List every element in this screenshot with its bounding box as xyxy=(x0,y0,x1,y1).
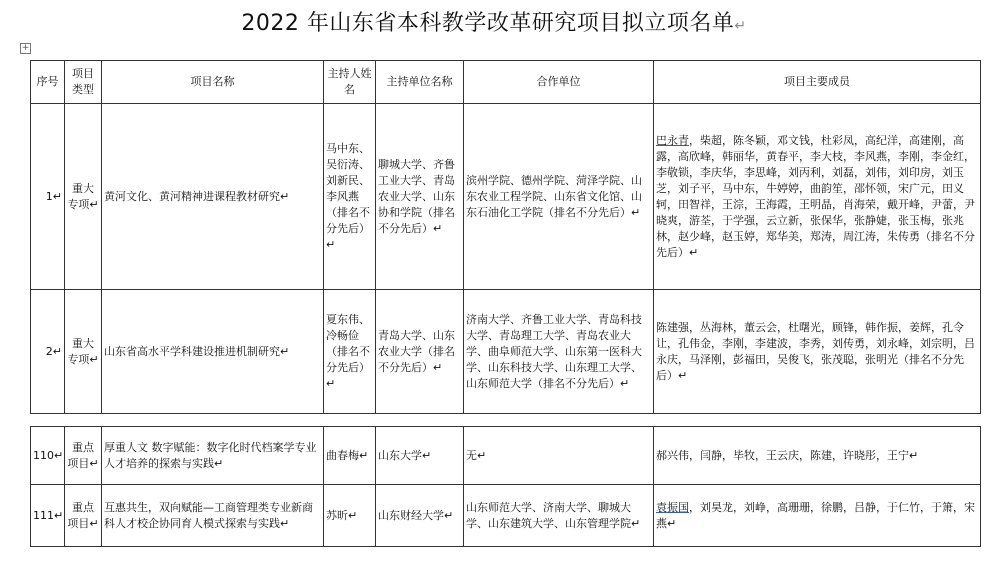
header-host: 主持人姓名 xyxy=(324,61,376,104)
document-title: 2022 年山东省本科教学改革研究项目拟立项名单↵ xyxy=(241,11,747,36)
row-no: 2↵ xyxy=(31,290,65,414)
table-move-handle-icon[interactable]: + xyxy=(21,43,30,53)
row-host: 马中东、吴衍涛、刘新民、李风燕（排名不分先后）↵ xyxy=(324,104,376,290)
row-unit: 聊城大学、齐鲁工业大学、青岛农业大学、山东协和学院（排名不分先后）↵ xyxy=(376,104,464,290)
row-no: 110↵ xyxy=(31,427,65,485)
header-members: 项目主要成员 xyxy=(654,61,981,104)
header-no: 序号 xyxy=(31,61,65,104)
header-type: 项目类型 xyxy=(65,61,102,104)
row-unit: 山东财经大学↵ xyxy=(376,485,464,547)
row-name: 黄河文化、黄河精神进课程教材研究↵ xyxy=(102,104,324,290)
paragraph-mark: ↵ xyxy=(734,18,747,34)
row-members xyxy=(654,485,981,547)
header-partners: 合作单位 xyxy=(464,61,654,104)
table-row xyxy=(31,427,981,485)
row-no: 111↵ xyxy=(31,485,65,547)
row-type: 重点项目↵ xyxy=(65,427,102,485)
header-name: 项目名称 xyxy=(102,61,324,104)
member-lead: 巴永青 xyxy=(656,133,689,147)
row-name: 互惠共生，双向赋能—工商管理类专业新商科人才校企协同育人模式探索与实践↵ xyxy=(102,485,324,547)
member-list: 郝兴伟，闫静，毕牧，王云庆，陈建，许晓彤，王宁↵ xyxy=(656,448,919,462)
member-list: ，柴超，陈冬颖，邓文钱，杜彩凤，高纪洋，高建刚，高露，高欣峰，韩丽华，黄春平，李大枝，李风燕，李刚，李金红，李敬锁，李庆华，李思峰，刘丙利，刘磊，刘伟，刘印房，刘玉芝，刘子平，马中东，牛婷婷，曲韵笙，邵怀领，宋广元，田义轲，田智祥，王淙，王海霞，王明晶，肖海荣，戴开峰，尹蕾，尹晓爽，游荃，于学强，云立新，张保华，张静婕，张玉梅，张兆林，赵少峰，赵玉婷，郑华美，郑涛，周江涛，朱传勇（排名不分先后）↵ xyxy=(656,133,975,259)
row-partners: 山东师范大学、济南大学、聊城大学、山东建筑大学、山东管理学院↵ xyxy=(464,485,654,547)
row-host: 苏昕↵ xyxy=(324,485,376,547)
member-list: 陈建强，丛海林，董云会，杜曙光，顾锋，韩作振，姜辉，孔令让，孔伟金，李刚，李建波，李秀，刘传勇，刘永峰，刘宗明，吕永庆，马泽刚，彭福田，吴俊飞，张茂聪，张明光（排名不分先后）↵ xyxy=(656,320,975,382)
row-members xyxy=(654,290,981,414)
table-header-row xyxy=(31,61,981,104)
row-partners: 济南大学、齐鲁工业大学、青岛科技大学、青岛理工大学、青岛农业大学、曲阜师范大学、山东第一医科大学、山东科技大学、山东理工大学、山东师范大学（排名不分先后）↵ xyxy=(464,290,654,414)
row-host: 曲春梅↵ xyxy=(324,427,376,485)
row-unit: 山东大学↵ xyxy=(376,427,464,485)
table-row-gap xyxy=(31,414,981,427)
row-unit: 青岛大学、山东农业大学（排名不分先后）↵ xyxy=(376,290,464,414)
row-gap-divider xyxy=(31,414,981,427)
row-partners: 无↵ xyxy=(464,427,654,485)
row-members xyxy=(654,427,981,485)
row-type: 重大专项↵ xyxy=(65,104,102,290)
row-type: 重点项目↵ xyxy=(65,485,102,547)
project-table xyxy=(30,60,981,547)
row-name: 厚重人文 数字赋能：数字化时代档案学专业人才培养的探索与实践↵ xyxy=(102,427,324,485)
row-host: 夏东伟、冷畅俭（排名不分先后）↵ xyxy=(324,290,376,414)
row-no: 1↵ xyxy=(31,104,65,290)
table-row xyxy=(31,104,981,290)
table-row xyxy=(31,485,981,547)
member-lead: 袁振国 xyxy=(656,500,689,514)
row-partners: 滨州学院、德州学院、菏泽学院、山东农业工程学院、山东省文化馆、山东石油化工学院（排名不分先后）↵ xyxy=(464,104,654,290)
member-list: ，刘昊龙，刘峥，高珊珊，徐鹏，吕静，于仁竹，于箫，宋燕↵ xyxy=(656,500,975,530)
header-unit: 主持单位名称 xyxy=(376,61,464,104)
row-name: 山东省高水平学科建设推进机制研究↵ xyxy=(102,290,324,414)
table-row xyxy=(31,290,981,414)
row-type: 重大专项↵ xyxy=(65,290,102,414)
row-members xyxy=(654,104,981,290)
